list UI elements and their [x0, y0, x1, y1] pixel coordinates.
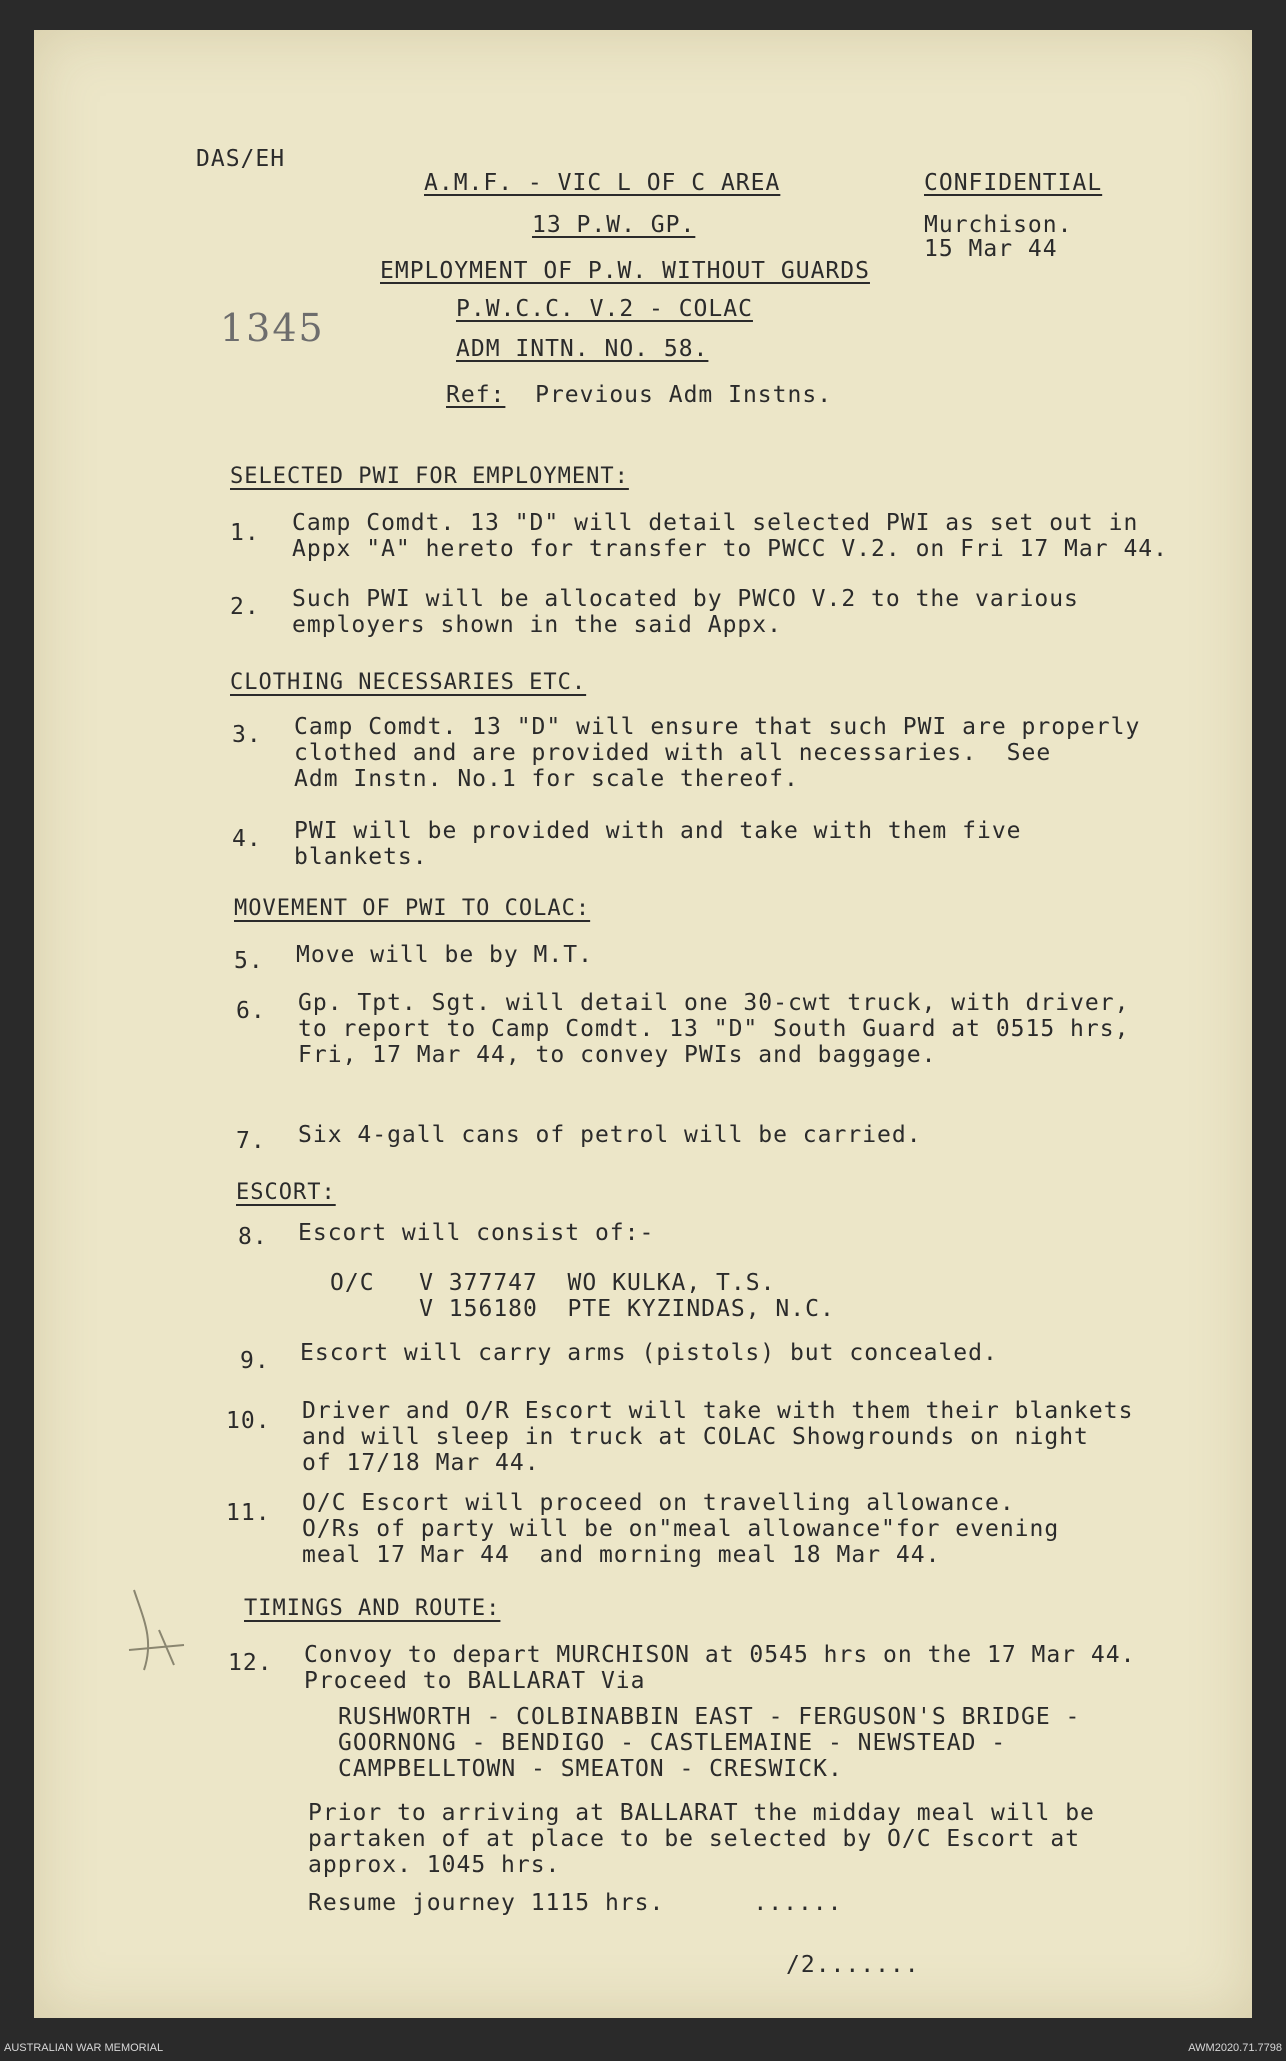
escort-list: O/C V 377747 WO KULKA, T.S. V 156180 PTE KYZINDAS, N.C. [330, 1270, 835, 1322]
para-number: 4. [232, 826, 262, 852]
date: 15 Mar 44 [924, 236, 1058, 262]
heading-ref [446, 382, 832, 408]
para-text: Convoy to depart MURCHISON at 0545 hrs on the 17 Mar 44. Proceed to BALLARAT Via [304, 1642, 1136, 1694]
para-text: Escort will consist of:- [298, 1220, 655, 1246]
section-selected-pwi: SELECTED PWI FOR EMPLOYMENT: [230, 464, 629, 489]
document-page [34, 30, 1252, 2018]
heading-area: A.M.F. - VIC L OF C AREA [424, 170, 781, 196]
stamp-number: 1345 [220, 306, 325, 350]
reference-code: DAS/EH [196, 146, 286, 172]
heading-group: 13 P.W. GP. [532, 212, 696, 238]
section-escort: ESCORT: [236, 1180, 336, 1205]
resume-note: Resume journey 1115 hrs. ...... [308, 1890, 843, 1916]
ref-text: Previous Adm Instns. [535, 382, 833, 408]
para-number: 12. [228, 1650, 273, 1676]
place: Murchison. [924, 212, 1073, 238]
para-number: 5. [234, 948, 264, 974]
heading-location: P.W.C.C. V.2 - COLAC [456, 296, 753, 322]
section-timings: TIMINGS AND ROUTE: [244, 1596, 501, 1621]
heading-subject: EMPLOYMENT OF P.W. WITHOUT GUARDS [380, 258, 870, 284]
para-text: Camp Comdt. 13 "D" will detail selected PWI as set out in Appx "A" hereto for transfer to PWCC V.2. on Fri 17 Mar 44. [292, 510, 1168, 562]
footer-archive-name: AUSTRALIAN WAR MEMORIAL [4, 2042, 164, 2054]
margin-mark-icon [114, 1580, 204, 1690]
section-movement: MOVEMENT OF PWI TO COLAC: [234, 896, 591, 921]
ref-label: Ref: [446, 382, 506, 408]
para-text: Escort will carry arms (pistols) but concealed. [300, 1340, 998, 1366]
para-number: 1. [230, 520, 260, 546]
para-number: 11. [226, 1500, 271, 1526]
para-number: 7. [236, 1128, 266, 1154]
page-continuation: /2....... [786, 1952, 920, 1978]
para-number: 10. [226, 1408, 271, 1434]
para-number: 8. [238, 1224, 268, 1250]
meal-note: Prior to arriving at BALLARAT the midday meal will be partaken of at place to be selected by O/C Escort at approx. 1045 hrs. [308, 1800, 1095, 1878]
para-text: Gp. Tpt. Sgt. will detail one 30-cwt truck, with driver, to report to Camp Comdt. 13 "D" South Guard at 0515 hrs, Fri, 17 Mar 44, to convey PWIs and baggage. [298, 990, 1130, 1068]
para-number: 6. [236, 998, 266, 1024]
classification: CONFIDENTIAL [924, 170, 1103, 196]
para-number: 2. [230, 594, 260, 620]
para-text: O/C Escort will proceed on travelling allowance. O/Rs of party will be on"meal allowance"for evening meal 17 Mar 44 and morning meal 18 Mar 44. [302, 1490, 1060, 1568]
route-list: RUSHWORTH - COLBINABBIN EAST - FERGUSON'S BRIDGE - GOORNONG - BENDIGO - CASTLEMAINE - NEWSTEAD - CAMPBELLTOWN - SMEATON - CRESWICK. [338, 1704, 1081, 1782]
para-text: Move will be by M.T. [296, 942, 593, 968]
para-number: 9. [240, 1348, 270, 1374]
para-text: Camp Comdt. 13 "D" will ensure that such PWI are properly clothed and are provided with all necessaries. See Adm Instn. No.1 for scale thereof. [294, 714, 1141, 792]
para-number: 3. [232, 722, 262, 748]
para-text: Such PWI will be allocated by PWCO V.2 to the various employers shown in the said Appx. [292, 586, 1079, 638]
footer-archive-id: AWM2020.71.7798 [1188, 2042, 1282, 2054]
para-text: Six 4-gall cans of petrol will be carried. [298, 1122, 922, 1148]
heading-instruction-number: ADM INTN. NO. 58. [456, 336, 709, 362]
section-clothing: CLOTHING NECESSARIES ETC. [230, 670, 587, 695]
para-text: Driver and O/R Escort will take with them their blankets and will sleep in truck at COLAC Showgrounds on night of 17/18 Mar 44. [302, 1398, 1134, 1476]
para-text: PWI will be provided with and take with them five blankets. [294, 818, 1022, 870]
